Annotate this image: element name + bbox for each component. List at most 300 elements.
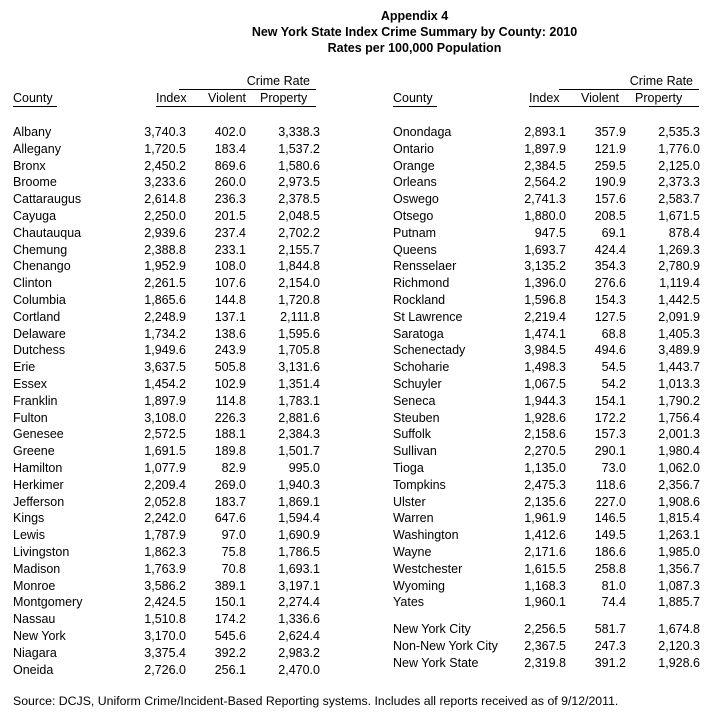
table-row [393,443,703,460]
table-row [393,594,703,611]
county-cell: Otsego [393,208,434,223]
table-row [393,376,703,393]
table-row [393,309,703,326]
property-cell: 2,125.0 [658,158,700,173]
table-row [13,342,323,359]
violent-cell: 183.4 [214,141,246,156]
property-cell: 1,351.4 [278,376,320,391]
county-rule [393,106,437,107]
property-cell: 2,048.5 [278,208,320,223]
county-cell: Putnam [393,225,437,240]
county-cell: Delaware [13,326,66,341]
appendix-label: Appendix 4 [380,9,449,23]
property-cell: 2,384.3 [278,427,320,442]
property-cell: 3,489.9 [658,343,700,358]
index-cell: 2,726.0 [144,662,186,677]
table-row [13,275,323,292]
index-cell: 1,961.9 [524,511,566,526]
county-header: County [393,91,433,105]
county-cell: Onondaga [393,125,452,139]
county-cell: Orleans [393,175,437,190]
violent-cell: 73.0 [601,460,626,475]
index-cell: 1,510.8 [144,612,186,627]
violent-cell: 107.6 [214,276,246,291]
property-cell: 1,405.3 [658,326,700,341]
property-cell: 1,087.3 [658,578,700,593]
county-cell: Orange [393,158,435,173]
index-cell: 2,256.5 [524,622,566,637]
property-cell: 2,356.7 [658,477,700,492]
index-cell: 1,077.9 [144,460,186,475]
property-cell: 3,197.1 [278,578,320,593]
table-row [13,510,323,527]
table-row [393,544,703,561]
index-cell: 2,893.1 [524,125,566,139]
county-cell: Bronx [13,158,46,173]
property-cell: 2,780.9 [658,259,700,274]
violent-cell: 581.7 [594,622,626,637]
index-cell: 2,614.8 [144,192,186,207]
county-cell: Essex [13,376,48,391]
violent-cell: 183.7 [214,494,246,509]
county-cell: Sullivan [393,444,437,459]
table-row [393,460,703,477]
violent-cell: 127.5 [594,309,626,324]
table-row [13,494,323,511]
index-cell: 2,319.8 [524,655,566,670]
index-cell: 2,219.4 [524,309,566,324]
county-cell: Richmond [393,276,450,291]
violent-cell: 494.6 [594,343,626,358]
crime-rate-rule [179,89,316,90]
table-row [13,326,323,343]
violent-cell: 189.8 [214,444,246,459]
index-cell: 3,108.0 [144,410,186,425]
violent-cell: 237.4 [214,225,246,240]
violent-cell: 256.1 [214,662,246,677]
property-cell: 995.0 [288,460,320,475]
table-row [393,527,703,544]
property-cell: 2,881.6 [278,410,320,425]
table-row [13,376,323,393]
violent-cell: 118.6 [595,477,626,492]
county-cell: St Lawrence [393,309,463,324]
property-cell: 2,274.4 [278,595,320,610]
violent-cell: 70.8 [221,561,246,576]
index-cell: 2,242.0 [144,511,186,526]
table-row [13,208,323,225]
violent-cell: 75.8 [221,544,246,559]
violent-cell: 102.9 [214,376,246,391]
county-cell: Cortland [13,309,61,324]
county-cell: Ulster [393,494,426,509]
violent-cell: 392.2 [214,645,246,660]
index-cell: 1,949.6 [144,343,186,358]
index-cell: 1,412.6 [524,528,566,543]
property-cell: 1,443.7 [658,360,700,375]
county-cell: Cayuga [13,208,57,223]
index-cell: 1,787.9 [144,528,186,543]
violent-cell: 226.3 [214,410,246,425]
county-cell: Oswego [393,192,439,207]
property-cell: 2,470.0 [278,662,320,677]
table-row [393,621,703,638]
table-row [393,393,703,410]
county-cell: Livingston [13,544,70,559]
table-row [13,191,323,208]
table-row [393,655,703,672]
violent-cell: 354.3 [594,259,626,274]
property-cell: 2,535.3 [658,125,700,139]
index-cell: 2,741.3 [524,192,566,207]
county-cell: Chautauqua [13,225,82,240]
index-cell: 2,939.6 [144,225,186,240]
index-cell: 1,691.5 [144,444,186,459]
page-subtitle: Rates per 100,000 Population [327,41,502,55]
county-cell: Saratoga [393,326,444,341]
violent-cell: 233.1 [214,242,246,257]
property-cell: 2,373.3 [658,175,700,190]
violent-cell: 157.3 [594,427,626,442]
property-cell: 1,786.5 [278,544,320,559]
table-row [13,158,323,175]
county-cell: Jefferson [13,494,65,509]
table-row [393,410,703,427]
county-cell: Yates [393,595,425,610]
county-cell: Cattaraugus [13,192,82,207]
violent-cell: 424.4 [594,242,626,257]
county-cell: Greene [13,444,55,459]
columns-rule [156,106,316,107]
table-row [13,594,323,611]
violent-cell: 150.1 [214,595,246,610]
violent-cell: 74.4 [601,595,626,610]
index-cell: 1,862.3 [144,544,186,559]
property-header: Property [260,91,308,105]
violent-cell: 154.1 [594,393,626,408]
violent-cell: 201.5 [214,208,246,223]
index-cell: 3,375.4 [144,645,186,660]
county-cell: Ontario [393,141,434,156]
property-cell: 1,790.2 [658,393,700,408]
index-cell: 1,734.2 [144,326,186,341]
table-row [13,426,323,443]
index-cell: 2,261.5 [144,276,186,291]
violent-cell: 647.6 [214,511,246,526]
property-cell: 1,671.5 [658,208,700,223]
violent-cell: 174.2 [214,612,246,627]
index-cell: 1,763.9 [144,561,186,576]
table-row [13,611,323,628]
index-cell: 2,250.0 [144,208,186,223]
table-row [393,477,703,494]
table-row [13,460,323,477]
violent-cell: 149.5 [594,528,626,543]
violent-header: Violent [581,91,619,105]
violent-cell: 69.1 [601,225,626,240]
county-cell: Tompkins [393,477,446,492]
property-cell: 1,885.7 [658,595,700,610]
property-cell: 1,940.3 [278,477,320,492]
county-cell: Schuyler [393,376,442,391]
table-row [393,225,703,242]
index-cell: 2,450.2 [144,158,186,173]
index-cell: 2,367.5 [524,638,566,653]
index-cell: 1,952.9 [144,259,186,274]
county-cell: New York City [393,622,471,637]
county-cell: Hamilton [13,460,63,475]
violent-cell: 290.1 [594,444,626,459]
property-cell: 2,111.8 [280,309,320,324]
property-cell: 1,815.4 [658,511,700,526]
property-cell: 1,269.3 [658,242,700,257]
property-cell: 2,583.7 [658,192,700,207]
index-cell: 947.5 [534,225,566,240]
property-cell: 878.4 [668,225,700,240]
county-rule [13,106,57,107]
index-cell: 1,944.3 [524,393,566,408]
property-cell: 1,263.1 [658,528,700,543]
index-cell: 1,960.1 [524,595,566,610]
violent-cell: 121.9 [594,141,626,156]
table-row [13,258,323,275]
county-cell: Suffolk [393,427,431,442]
table-row [13,225,323,242]
county-cell: Washington [393,528,459,543]
violent-cell: 186.6 [594,544,626,559]
table-row [13,443,323,460]
county-cell: Non-New York City [393,638,498,653]
table-row [13,645,323,662]
index-cell: 2,388.8 [144,242,186,257]
violent-cell: 190.9 [594,175,626,190]
crime-rate-header: Crime Rate [629,74,693,88]
table-row [393,342,703,359]
index-cell: 1,615.5 [524,561,566,576]
property-cell: 1,580.6 [278,158,320,173]
columns-rule [529,106,699,107]
county-cell: Dutchess [13,343,66,358]
index-cell: 3,135.2 [524,259,566,274]
property-cell: 1,013.3 [658,376,700,391]
table-row [393,578,703,595]
property-cell: 1,062.0 [658,460,700,475]
table-row [13,124,323,141]
violent-cell: 137.1 [214,309,246,324]
table-row [393,275,703,292]
crime-rate-header: Crime Rate [246,74,310,88]
county-cell: Warren [393,511,434,526]
table-row [393,494,703,511]
table-row [13,292,323,309]
violent-header: Violent [208,91,246,105]
table-row [393,124,703,141]
index-cell: 2,424.5 [144,595,186,610]
index-cell: 2,248.9 [144,309,186,324]
violent-cell: 269.0 [214,477,246,492]
county-cell: Albany [13,125,52,139]
index-header: Index [156,91,187,105]
violent-cell: 114.8 [215,393,246,408]
property-cell: 1,908.6 [658,494,700,509]
property-cell: 1,720.8 [278,292,320,307]
left-rows [13,124,323,678]
right-rows [393,124,703,672]
violent-cell: 402.0 [214,125,246,139]
violent-cell: 108.0 [214,259,246,274]
index-cell: 2,270.5 [524,444,566,459]
table-row [393,141,703,158]
table-row [13,544,323,561]
county-cell: Broome [13,175,57,190]
index-header: Index [529,91,560,105]
table-row [393,638,703,655]
county-cell: Seneca [393,393,436,408]
violent-cell: 54.2 [601,376,626,391]
property-cell: 2,973.5 [278,175,320,190]
property-cell: 1,693.1 [278,561,320,576]
county-cell: Genesee [13,427,64,442]
index-cell: 2,135.6 [524,494,566,509]
index-cell: 2,158.6 [524,427,566,442]
violent-cell: 236.3 [214,192,246,207]
property-cell: 1,980.4 [658,444,700,459]
index-cell: 1,498.3 [524,360,566,375]
index-cell: 1,474.1 [524,326,566,341]
county-cell: Schoharie [393,360,450,375]
county-cell: Clinton [13,276,52,291]
index-cell: 1,454.2 [144,376,186,391]
violent-cell: 243.9 [214,343,246,358]
index-cell: 1,880.0 [524,208,566,223]
table-row [13,359,323,376]
property-cell: 1,776.0 [658,141,700,156]
violent-cell: 276.6 [594,276,626,291]
index-cell: 1,865.6 [144,292,186,307]
property-cell: 2,001.3 [658,427,700,442]
page-title: New York State Index Crime Summary by County: 2010 [251,25,578,39]
index-cell: 3,586.2 [144,578,186,593]
table-row [393,242,703,259]
county-cell: Steuben [393,410,440,425]
county-cell: Montgomery [13,595,83,610]
index-cell: 1,720.5 [144,141,186,156]
property-cell: 1,690.9 [278,528,320,543]
table-row [13,477,323,494]
violent-cell: 188.1 [214,427,246,442]
property-cell: 1,985.0 [658,544,700,559]
property-cell: 2,120.3 [658,638,700,653]
property-cell: 3,131.6 [278,360,320,375]
index-cell: 3,170.0 [144,628,186,643]
property-cell: 1,336.6 [278,612,320,627]
index-cell: 3,984.5 [524,343,566,358]
county-cell: Wyoming [393,578,445,593]
violent-cell: 869.6 [214,158,246,173]
violent-cell: 259.5 [594,158,626,173]
violent-cell: 545.6 [214,628,246,643]
table-row [393,359,703,376]
county-cell: Schenectady [393,343,466,358]
property-cell: 1,442.5 [658,292,700,307]
county-cell: Westchester [393,561,463,576]
property-header: Property [635,91,683,105]
county-cell: New York State [393,655,479,670]
table-row [13,410,323,427]
county-cell: Niagara [13,645,57,660]
county-cell: Queens [393,242,437,257]
property-cell: 1,595.6 [278,326,320,341]
violent-cell: 154.3 [594,292,626,307]
index-cell: 1,396.0 [524,276,566,291]
property-cell: 1,119.4 [659,276,700,291]
index-cell: 2,384.5 [524,158,566,173]
county-cell: Franklin [13,393,58,408]
table-row [13,527,323,544]
index-cell: 3,233.6 [144,175,186,190]
violent-cell: 357.9 [594,125,626,139]
table-row [13,393,323,410]
index-cell: 1,897.9 [144,393,186,408]
county-cell: Columbia [13,292,66,307]
table-row [393,510,703,527]
property-cell: 1,537.2 [278,141,320,156]
violent-cell: 54.5 [601,360,626,375]
index-cell: 2,052.8 [144,494,186,509]
violent-cell: 138.6 [214,326,246,341]
violent-cell: 81.0 [601,578,626,593]
county-cell: Fulton [13,410,48,425]
property-cell: 2,155.7 [278,242,320,257]
violent-cell: 172.2 [594,410,626,425]
property-cell: 1,674.8 [658,622,700,637]
property-cell: 2,378.5 [278,192,320,207]
table-row [13,174,323,191]
property-cell: 1,783.1 [278,393,320,408]
property-cell: 1,356.7 [658,561,700,576]
county-cell: Kings [13,511,45,526]
table-row [13,242,323,259]
county-cell: Nassau [13,612,56,627]
violent-cell: 227.0 [594,494,626,509]
violent-cell: 247.3 [594,638,626,653]
violent-cell: 146.5 [594,511,626,526]
property-cell: 1,756.4 [658,410,700,425]
index-cell: 1,693.7 [524,242,566,257]
violent-cell: 260.0 [214,175,246,190]
violent-cell: 82.9 [221,460,246,475]
source-note: Source: DCJS, Uniform Crime/Incident-Based Reporting systems. Includes all reports received as of 9/12/2011. [13,694,619,708]
property-cell: 2,702.2 [278,225,320,240]
violent-cell: 157.6 [594,192,626,207]
index-cell: 1,897.9 [524,141,566,156]
index-cell: 1,067.5 [524,376,566,391]
property-cell: 1,501.7 [278,444,320,459]
county-header: County [13,91,53,105]
county-cell: Monroe [13,578,56,593]
county-cell: Herkimer [13,477,64,492]
violent-cell: 68.8 [601,326,626,341]
property-cell: 1,869.1 [278,494,320,509]
violent-cell: 258.8 [594,561,626,576]
county-cell: Tioga [393,460,424,475]
table-row [393,208,703,225]
index-cell: 1,135.0 [524,460,566,475]
index-cell: 3,740.3 [144,125,186,139]
index-cell: 3,637.5 [144,360,186,375]
table-row [13,628,323,645]
index-cell: 1,168.3 [524,578,566,593]
